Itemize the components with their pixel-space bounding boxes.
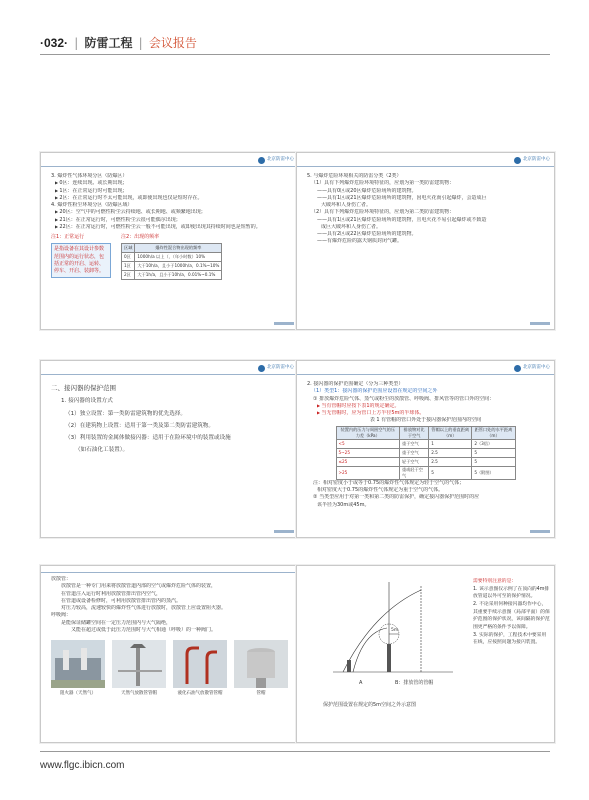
note-label: 注2：出现的频率 (121, 234, 160, 240)
frequency-table: 区域 爆炸性混合物出现的频率 0区 1000h/a 以上（、（年小时数）10% 1区 大于10h/a，且小于1000h/a，0.1%~10% 2区 大于1h/a，且小于10h/a，0.01%~0.1% (121, 243, 222, 280)
section-title: 会议报告 (148, 36, 197, 50)
slide-text: ▶ 20区：空气中的可燃性粉尘云持续地、或长期地、或频繁地出现； (51, 209, 288, 216)
note-text: 1. 该示意图仅示例了在顶向的4m排放管道以外可至的保护情况。 (473, 586, 550, 600)
diagram-caption: 保护范围设置在规定的5m空间之外示意图 (323, 702, 417, 708)
slide-text: 在管道注入运行时利用放散管排出管内空气， (61, 590, 162, 597)
slide-text: 成巨大破坏和人身伤亡者。 (321, 223, 382, 230)
logo-icon (514, 157, 521, 164)
photo-caption: 管帽 (256, 691, 266, 697)
slide-text: ① 排放爆炸危险气体、蒸气或粉尘的放散管、呼吸阀、排风管等的管口外的空间： (313, 395, 495, 402)
photo-caption: 液化石油气放散管管帽 (177, 691, 223, 697)
note-title: 需要特别注意的是： (473, 579, 517, 584)
lpg-vent-cap-photo (173, 640, 227, 688)
photo-caption: 天然气放散管管帽 (121, 691, 157, 697)
slide-text: 4. 爆炸性粉尘环境分区（防爆区域） (51, 202, 133, 208)
slide-text: ▶ 当无管帽时，应为管口上方半径5m的半球体。 (307, 410, 544, 417)
logo-icon (258, 365, 265, 372)
slide-logo: 北京防雷中心 (258, 157, 294, 164)
slide-text: 2. 接闪器的保护范围确定（分为三种类型） (307, 381, 404, 387)
slide-title: 二、接闪器的保护范围 (51, 384, 116, 392)
slide-text: （3）利用装置的金属体做接闪器：适用于在险环境中的装置或设施 (65, 435, 231, 442)
slide-text: （1）具有下列爆炸危险环境特征的，应划为第一类防雷建筑物： (311, 180, 455, 187)
slide-text: （如石油化工装置）。 (75, 447, 129, 454)
slide-text: 注：相对密度小于或等于0.75的爆炸性气体规定为轻于空气的气体； (313, 479, 465, 486)
slide-text: ——具有1区或21区爆炸危险场所的建筑物，且电火花不易引起爆炸或不致造 (317, 216, 487, 223)
pipe-cap-photo (234, 640, 288, 688)
slide-text: （1）独立设置：第一类防雷建筑物的优先选择。 (65, 410, 187, 417)
diagram-label-b: B：排放管的管帽 (395, 680, 434, 686)
footer-url: www.flgc.ibicn.com (40, 760, 125, 771)
slide-text: ▶ 当有管帽时应按下表1的规定确定。 (307, 403, 544, 410)
journal-title: 防雷工程 (84, 36, 133, 50)
slide-logo: 北京防雷中心 (514, 365, 550, 372)
logo-icon (514, 365, 521, 372)
slide-text: ▶ 1区：在正常运行时可能出现； (51, 188, 288, 195)
slide-text: （1）类型1：接闪器的保护范围应设置在规定的空间之外 (311, 388, 438, 395)
note-text: 3. 实际的保护，工程技术中要采用在线，应按照问题为接闪装置。 (473, 632, 547, 646)
slide-text: ② 当类型应用于对第一类和第二类的防雷保护，确定接闪器保护范围时的应 (313, 494, 480, 501)
slide-3 (40, 360, 299, 538)
slide-text: 大破坏和人身伤亡者。 (321, 202, 372, 208)
slide-text: ——具有2区或22区爆炸危险场所的建筑物。 (317, 231, 417, 237)
slide-2 (296, 152, 555, 330)
slide-text: ▶ 22区：在正常运行时，可燃性粉尘云一般不可能出现，或即使出现其持续时间也是短暂的。 (51, 224, 288, 231)
slide-4 (296, 360, 555, 538)
slide-text: ▶ 2区：在正常运行时不太可能出现，或即使出现也仅是短时存在。 (51, 195, 288, 202)
pipe-cap-table: 装置内的压力与周围空气的压力差（kPa） 排放物对比于空气 管帽以上的垂直距离（m） 距管口处的水平距离（m） <5 重于空气 1 2（3倍） 5~25 重于空气 2.5 5 ≤25 轻于空气 2.5 5 >25 重或轻于空气 5 5（附图） (336, 426, 516, 480)
diagram-label-a: A (359, 680, 363, 686)
slide-text: 该半径为30m或45m。 (317, 501, 370, 508)
slide-5 (40, 565, 299, 743)
note-box: 是指设备在其设计参数范围内的运行状态，包括正常的开启、运转、停车、开启、装卸等。 (51, 243, 111, 278)
vent-cap-photo (112, 640, 166, 688)
footer-rule (40, 751, 550, 752)
slide-1 (40, 152, 299, 330)
slide-text: 5. 与爆炸危险环境相关的防雷分类（2类） (307, 173, 402, 179)
header-rule (40, 54, 550, 55)
slide-text: 放散管： (51, 576, 72, 582)
slide-text: 3. 爆炸性气体环境分区（防爆区） (51, 173, 128, 179)
logo-icon (258, 157, 265, 164)
slide-text: 又能在超过或低于此压力范围时与大气相通（呼吸）的一种阀门。 (71, 626, 217, 633)
slide-text: 是能保证储罐空间在一定压力范围内与大气隔绝， (61, 619, 172, 626)
page-header: ·032· | 防雷工程 | 会议报告 (40, 36, 197, 50)
slide-6 (296, 565, 555, 743)
table-caption: 表 1 有管帽的管口外处于接闪器保护范围内的空间 (369, 417, 482, 424)
slide-text: 在管道或设备检修时，可利用放散管排出管内的蒸汽。 (61, 597, 182, 604)
note-label: 注1：正常运行 (51, 234, 85, 240)
slide-text: 对压力较高，流速较快的爆炸性气体进行放散时，放散管上应设置阻火器。 (61, 605, 227, 611)
slide-text: ——具有0区或20区爆炸危险场所的建筑物。 (317, 187, 417, 194)
page-number: ·032· (40, 36, 69, 50)
slide-text: ——有爆炸危险的露天钢质封闭气罐。 (317, 238, 403, 245)
slide-text: ▶ 21区：在正常运行时，可燃性粉尘云很可能偶尔出现； (51, 217, 288, 224)
slide-text: （2）在建筑物上设置：适用于第一类及第二类防雷建筑物。 (65, 422, 214, 429)
photo-caption: 阻火器（天然气） (60, 691, 96, 697)
flame-arrester-photo (51, 640, 105, 688)
slide-text: ▶ 0区：连续出现、或长期出现； (51, 180, 288, 187)
slide-text: 呼吸阀： (51, 612, 72, 619)
slide-logo: 北京防雷中心 (514, 157, 550, 164)
slide-logo: 北京防雷中心 (258, 365, 294, 372)
slide-text: 相对密度大于0.75的爆炸性气体规定为重于空气的气体。 (317, 487, 444, 494)
protection-range-diagram (303, 572, 463, 690)
note-text: 2. 不论采用何种接闪器均作中心，其重要手续示意图（局部平面）的保护范围的保护状况，该间隔的保护范围更严格的条件予以保障。 (473, 602, 550, 631)
slide-text: 放散管是一种专门用来将放散管道内部的空气或爆炸危险气体的装置， (61, 583, 217, 590)
diagram-label-radius: 5m (391, 628, 399, 633)
slide-text: ——具有1区或21区爆炸危险场所的建筑物，因电火花而引起爆炸，会造成巨 (317, 194, 487, 201)
slide-text: （2）具有下列爆炸危险环境特征的，应划为第二类防雷建筑物： (311, 209, 455, 216)
slide-text: 1. 接闪器的设置方式 (61, 398, 113, 405)
